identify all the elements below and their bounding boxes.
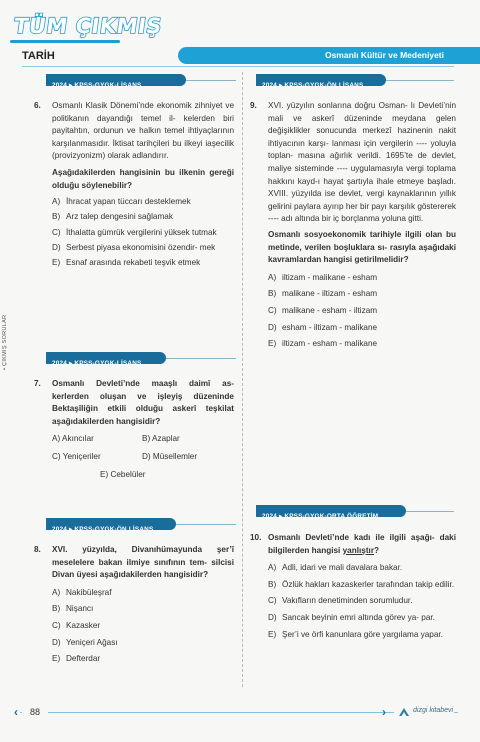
option-text: İhracat yapan tüccarı desteklemek — [66, 197, 191, 207]
option-letter: C) — [268, 596, 277, 606]
options-list — [34, 196, 234, 269]
option-letter: A) — [52, 434, 61, 444]
question-stem-underlined: yanlıştır — [342, 545, 375, 555]
option-text: Serbest piyasa ekonomisini özendir- mek — [66, 242, 216, 252]
option-text: Kazasker — [66, 620, 101, 630]
option-c[interactable] — [34, 227, 234, 240]
option-letter: B) — [52, 212, 61, 222]
question-tag-text: 2024 ▸ KPSS-GYGK-LİSANS — [52, 360, 142, 367]
series-logo: TÜM ÇIKMIŞ — [12, 14, 164, 38]
chevron-left-icon: ‹ — [14, 705, 18, 719]
chevron-right-icon: › — [382, 705, 386, 719]
option-b[interactable] — [250, 288, 456, 301]
option-text: Nişancı — [66, 604, 94, 614]
question-tag-text: 2024 ▸ KPSS-GYGK-LİSANS — [52, 82, 142, 89]
question-tag-text: 2024 ▸ KPSS-GYGK-ÖN LİSANS — [52, 526, 154, 533]
question-stem: Osmanlı Devleti’nde maaşlı daimî as- kerlerden oluşan ve işleyiş düzeninde Bektaşîliğin etkili olduğu askerî teşkilat aşağıdakilerden hangisidir? — [52, 379, 234, 426]
option-letter: E) — [268, 339, 277, 349]
option-text: Arz talep dengesini sağlamak — [66, 212, 173, 222]
option-c[interactable] — [250, 595, 456, 608]
option-text: Esnaf arasında rekabeti teşvik etmek — [66, 257, 201, 267]
question-tag — [46, 74, 186, 89]
option-text: Müsellemler — [152, 451, 198, 461]
option-letter: E) — [268, 629, 277, 639]
option-letter: E) — [52, 257, 61, 267]
topic-banner — [178, 47, 480, 64]
footer-rule — [20, 712, 458, 713]
options-list — [250, 272, 456, 351]
option-text: esham - iltizam - malikane — [282, 322, 378, 332]
options-list — [34, 587, 234, 666]
option-text: Akıncılar — [62, 434, 94, 444]
question-stem: Aşağıdakilerden hangisinin bu ilkenin gereği olduğu söylenebilir? — [52, 167, 234, 190]
option-text: Yeniçeriler — [62, 451, 101, 461]
tag-rule — [386, 80, 454, 81]
question-tag — [46, 518, 176, 533]
option-text: malikane - iltizam - esham — [282, 289, 378, 299]
option-text: Vakıfların denetiminden sorumludur. — [282, 596, 413, 606]
option-b[interactable] — [142, 433, 242, 446]
option-letter: B) — [142, 434, 151, 444]
option-letter: C) — [52, 620, 61, 630]
question-number: 9. — [250, 101, 257, 110]
tag-rule — [406, 511, 454, 512]
side-label — [2, 300, 14, 370]
option-d[interactable] — [142, 451, 242, 464]
option-letter: D) — [52, 637, 61, 647]
option-letter: D) — [142, 451, 151, 461]
option-text: iltizam - malikane - esham — [282, 272, 378, 282]
option-d[interactable] — [250, 322, 456, 335]
option-c[interactable] — [34, 620, 234, 633]
option-text: Defterdar — [66, 654, 101, 664]
question-stem-mark: ? — [374, 545, 380, 555]
question-tag — [46, 352, 166, 367]
publisher-logo-icon — [398, 706, 410, 718]
option-letter: E) — [100, 469, 109, 479]
option-letter: B) — [268, 289, 277, 299]
publisher-brand — [394, 703, 454, 721]
option-letter: D) — [52, 242, 61, 252]
option-text: malikane - esham - iltizam — [282, 305, 378, 315]
question-text: XVI. yüzyılın sonlarına doğru Osman- lı Devleti’nin mali ve askerî düzeninde meydana gelen değişiklikler sonucunda merkezî hazinenin nakit ihtiyacının karşı- lanması için vergilerin ---- yoluyla toplan- masına ağırlık verildi. 1695’te de devlet, maliye sisteminde ---- uygulamasıyla vergi toplama hakkını kayd-ı hayat şartıyla ihale etmeye başladı. XVIII. yüzyılda ise devlet, vergi kaynaklarının yıllık gelirini paylara ayırıp her bir payı karşılık göstererek ---- adı altında bir iç borçlanma yoluna gitti. — [268, 101, 456, 224]
option-letter: D) — [268, 612, 277, 622]
tag-rule — [186, 80, 236, 81]
option-text: Azaplar — [152, 434, 180, 444]
option-e[interactable] — [34, 257, 234, 270]
option-b[interactable] — [34, 211, 234, 224]
question-text: Osmanlı Klasik Dönemi’nde ekonomik zihniyet ve politikanın dayandığı temel il- kelerden biri payitahtın, ordunun ve halkın temel ihtiyaçlarının karşılanmasıdır. İktisat tarihçileri bu ilkeyi iaşecilik (provizyonizm) olarak adlandırır. — [52, 101, 234, 161]
option-letter: C) — [52, 451, 61, 461]
option-a[interactable] — [250, 562, 456, 575]
option-b[interactable] — [34, 603, 234, 616]
side-label-text: • ÇIKMIŞ SORULAR — [2, 314, 8, 370]
question-9 — [250, 100, 456, 351]
option-a[interactable] — [52, 433, 142, 446]
question-stem: Osmanlı sosyoekonomik tarihiyle ilgili olan bu metinde, verilen boşluklara sı- rasıyla aşağıdaki kavramlardan hangisi getirilmelidir? — [268, 229, 456, 265]
option-letter: A) — [52, 197, 61, 207]
question-tag — [256, 505, 406, 520]
question-number: 8. — [34, 545, 41, 554]
option-letter: A) — [52, 587, 61, 597]
column-divider — [242, 72, 243, 687]
option-text: Şer’i ve örfi kanunlara göre yargılama yapar. — [282, 629, 443, 639]
option-b[interactable] — [250, 579, 456, 592]
option-text: Sancak beyinin emri altında görev ya- par. — [282, 612, 435, 622]
option-text: Özlük hakları kazaskerler tarafından takip edilir. — [282, 579, 455, 589]
option-text: Nakibüleşraf — [66, 587, 112, 597]
option-letter: B) — [52, 604, 61, 614]
question-number: 7. — [34, 379, 41, 388]
topic-title: Osmanlı Kültür ve Medeniyeti — [324, 50, 444, 60]
tag-rule — [176, 524, 236, 525]
option-letter: E) — [52, 654, 61, 664]
option-letter: C) — [52, 227, 61, 237]
question-8 — [34, 544, 234, 666]
option-text: Adli, idari ve mali davalara bakar. — [282, 563, 403, 573]
question-6 — [34, 100, 234, 270]
option-a[interactable] — [250, 272, 456, 285]
question-number: 10. — [250, 533, 262, 542]
question-7 — [34, 378, 234, 481]
question-stem — [250, 532, 456, 557]
header-rule — [22, 66, 454, 67]
option-text: iltizam - esham - malikane — [282, 339, 378, 349]
question-tag-text: 2024 ▸ KPSS-GYGK-ORTA ÖĞRETİM — [262, 513, 379, 520]
option-d[interactable] — [34, 242, 234, 255]
subject-title: TARİH — [22, 50, 55, 62]
option-e[interactable] — [250, 629, 456, 642]
option-letter: B) — [268, 579, 277, 589]
question-stem-text: Osmanlı Devleti’nde kadı ile ilgili aşağı- daki bilgilerden hangisi — [268, 533, 456, 555]
option-e[interactable] — [250, 338, 456, 351]
question-tag — [256, 74, 386, 89]
option-text: Yeniçeri Ağası — [66, 637, 118, 647]
publisher-name: dizgi kitabevi — [413, 707, 454, 714]
option-text: İthalatta gümrük vergilerini yüksek tutmak — [66, 227, 217, 237]
option-letter: C) — [268, 305, 277, 315]
option-e[interactable] — [52, 469, 242, 482]
option-a[interactable] — [34, 587, 234, 600]
question-10 — [250, 532, 456, 641]
logo-underline — [10, 40, 120, 43]
option-text: Cebelüler — [110, 469, 146, 479]
question-number: 6. — [34, 101, 41, 110]
options-grid — [34, 433, 234, 481]
tag-rule — [166, 358, 236, 359]
option-a[interactable] — [34, 196, 234, 209]
question-stem: XVI. yüzyılda, Divanıhümayunda şer’î meselelere bakan ilmiye sınıfının tem- silcisi Divan üyesi aşağıdakilerden hangisidir? — [52, 545, 234, 580]
option-d[interactable] — [250, 612, 456, 625]
option-letter: A) — [268, 272, 277, 282]
option-c[interactable] — [52, 451, 142, 464]
option-letter: D) — [268, 322, 277, 332]
option-letter: A) — [268, 563, 277, 573]
options-list — [250, 562, 456, 641]
option-c[interactable] — [250, 305, 456, 318]
option-e[interactable] — [34, 653, 234, 666]
option-d[interactable] — [34, 637, 234, 650]
page-number: 88 — [22, 704, 48, 720]
question-tag-text: 2024 ▸ KPSS-GYGK-ÖN LİSANS — [262, 82, 364, 89]
